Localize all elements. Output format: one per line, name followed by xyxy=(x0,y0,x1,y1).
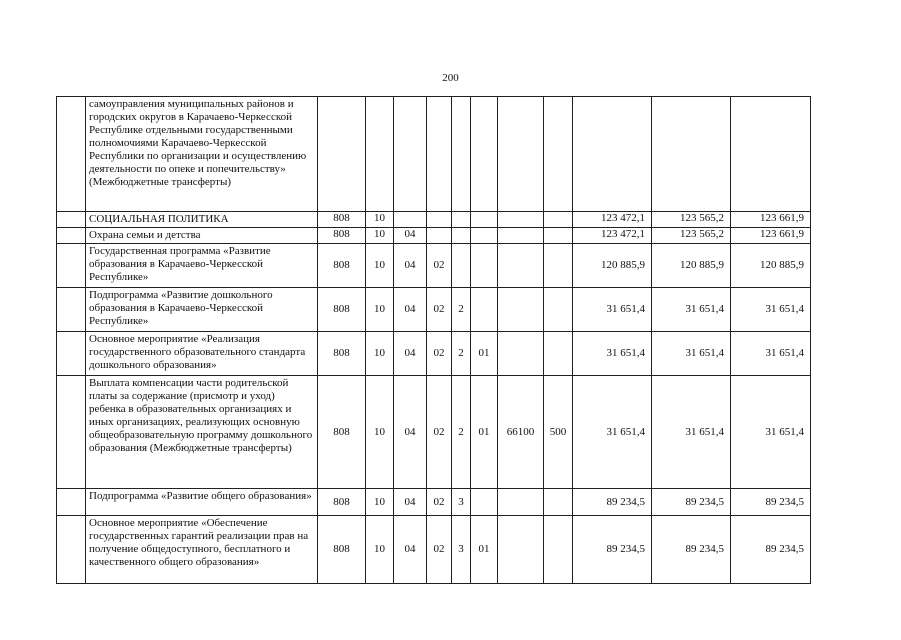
subprogram-code-cell: 2 xyxy=(452,376,471,489)
subprogram-code-cell xyxy=(452,212,471,228)
row-number-cell xyxy=(57,376,86,489)
expense-type-cell xyxy=(544,489,573,516)
row-number-cell xyxy=(57,212,86,228)
section-code-cell: 10 xyxy=(366,376,394,489)
name-cell: Основное мероприятие «Обеспечение государственных гарантий реализации прав на получение общедоступного, бесплатного и качественного общего образования» xyxy=(86,516,318,584)
subsection-code-cell xyxy=(394,97,427,212)
direction-code-cell xyxy=(498,244,544,288)
subsection-code-cell: 04 xyxy=(394,516,427,584)
section-code-cell: 10 xyxy=(366,212,394,228)
name-cell: Государственная программа «Развитие образования в Карачаево-Черкесской Республике» xyxy=(86,244,318,288)
main-event-code-cell: 01 xyxy=(471,516,498,584)
amount-year-1-cell xyxy=(573,97,652,212)
amount-year-2-cell: 123 565,2 xyxy=(652,212,731,228)
direction-code-cell xyxy=(498,212,544,228)
section-code-cell: 10 xyxy=(366,516,394,584)
expense-type-cell xyxy=(544,244,573,288)
row-number-cell xyxy=(57,97,86,212)
table-row xyxy=(57,489,811,516)
direction-code-cell xyxy=(498,228,544,244)
main-event-code-cell: 01 xyxy=(471,332,498,376)
amount-year-1-cell: 31 651,4 xyxy=(573,376,652,489)
program-code-cell xyxy=(427,97,452,212)
subsection-code-cell: 04 xyxy=(394,228,427,244)
name-cell: Подпрограмма «Развитие дошкольного образования в Карачаево-Черкесской Республике» xyxy=(86,288,318,332)
amount-year-1-cell: 123 472,1 xyxy=(573,228,652,244)
budget-table xyxy=(56,96,811,584)
name-cell: Выплата компенсации части родительской платы за содержание (присмотр и уход) ребенка в образовательных организациях и иных организациях, реализующих основную общеобразовательную программу дошкольного образования (Межбюджетные трансферты) xyxy=(86,376,318,489)
expense-type-cell: 500 xyxy=(544,376,573,489)
subprogram-code-cell: 3 xyxy=(452,489,471,516)
expense-type-cell xyxy=(544,97,573,212)
program-code-cell: 02 xyxy=(427,376,452,489)
table-row xyxy=(57,516,811,584)
row-number-cell xyxy=(57,228,86,244)
ministry-code-cell: 808 xyxy=(318,288,366,332)
expense-type-cell xyxy=(544,516,573,584)
direction-code-cell xyxy=(498,489,544,516)
amount-year-1-cell: 123 472,1 xyxy=(573,212,652,228)
ministry-code-cell: 808 xyxy=(318,489,366,516)
section-code-cell: 10 xyxy=(366,288,394,332)
name-cell: Подпрограмма «Развитие общего образования» xyxy=(86,489,318,516)
direction-code-cell: 66100 xyxy=(498,376,544,489)
subsection-code-cell xyxy=(394,212,427,228)
subsection-code-cell: 04 xyxy=(394,376,427,489)
amount-year-3-cell: 31 651,4 xyxy=(731,332,811,376)
row-number-cell xyxy=(57,516,86,584)
table-row xyxy=(57,288,811,332)
amount-year-1-cell: 31 651,4 xyxy=(573,288,652,332)
expense-type-cell xyxy=(544,332,573,376)
subprogram-code-cell xyxy=(452,97,471,212)
direction-code-cell xyxy=(498,516,544,584)
amount-year-1-cell: 120 885,9 xyxy=(573,244,652,288)
program-code-cell: 02 xyxy=(427,516,452,584)
subsection-code-cell: 04 xyxy=(394,489,427,516)
ministry-code-cell: 808 xyxy=(318,212,366,228)
table-row xyxy=(57,244,811,288)
table-row xyxy=(57,376,811,489)
amount-year-2-cell: 89 234,5 xyxy=(652,489,731,516)
program-code-cell: 02 xyxy=(427,489,452,516)
amount-year-3-cell: 123 661,9 xyxy=(731,228,811,244)
amount-year-2-cell: 89 234,5 xyxy=(652,516,731,584)
main-event-code-cell xyxy=(471,97,498,212)
ministry-code-cell: 808 xyxy=(318,516,366,584)
subprogram-code-cell xyxy=(452,228,471,244)
name-cell: Охрана семьи и детства xyxy=(86,228,318,244)
name-cell: самоуправления муниципальных районов и городских округов в Карачаево-Черкесской Республике отдельными государственными полномочиями Карачаево-Черкесской Республики по организации и осуществлению деятельности по опеке и попечительству» (Межбюджетные трансферты) xyxy=(86,97,318,212)
amount-year-3-cell: 31 651,4 xyxy=(731,376,811,489)
amount-year-3-cell: 120 885,9 xyxy=(731,244,811,288)
amount-year-3-cell xyxy=(731,97,811,212)
expense-type-cell xyxy=(544,212,573,228)
table-row xyxy=(57,97,811,212)
amount-year-1-cell: 89 234,5 xyxy=(573,489,652,516)
row-number-cell xyxy=(57,332,86,376)
row-number-cell xyxy=(57,288,86,332)
direction-code-cell xyxy=(498,288,544,332)
amount-year-2-cell: 31 651,4 xyxy=(652,376,731,489)
row-number-cell xyxy=(57,244,86,288)
amount-year-1-cell: 31 651,4 xyxy=(573,332,652,376)
program-code-cell: 02 xyxy=(427,244,452,288)
subsection-code-cell: 04 xyxy=(394,288,427,332)
main-event-code-cell xyxy=(471,244,498,288)
ministry-code-cell: 808 xyxy=(318,332,366,376)
main-event-code-cell xyxy=(471,228,498,244)
table-row xyxy=(57,332,811,376)
amount-year-2-cell xyxy=(652,97,731,212)
subprogram-code-cell: 3 xyxy=(452,516,471,584)
section-code-cell xyxy=(366,97,394,212)
page-number: 200 xyxy=(442,72,459,84)
subsection-code-cell: 04 xyxy=(394,244,427,288)
table-row xyxy=(57,228,811,244)
amount-year-2-cell: 31 651,4 xyxy=(652,332,731,376)
subprogram-code-cell xyxy=(452,244,471,288)
name-cell: СОЦИАЛЬНАЯ ПОЛИТИКА xyxy=(86,212,318,228)
amount-year-3-cell: 89 234,5 xyxy=(731,489,811,516)
amount-year-3-cell: 89 234,5 xyxy=(731,516,811,584)
main-event-code-cell xyxy=(471,212,498,228)
program-code-cell xyxy=(427,212,452,228)
amount-year-2-cell: 31 651,4 xyxy=(652,288,731,332)
amount-year-2-cell: 120 885,9 xyxy=(652,244,731,288)
amount-year-3-cell: 31 651,4 xyxy=(731,288,811,332)
direction-code-cell xyxy=(498,97,544,212)
main-event-code-cell xyxy=(471,489,498,516)
expense-type-cell xyxy=(544,228,573,244)
subprogram-code-cell: 2 xyxy=(452,332,471,376)
expense-type-cell xyxy=(544,288,573,332)
main-event-code-cell: 01 xyxy=(471,376,498,489)
ministry-code-cell xyxy=(318,97,366,212)
section-code-cell: 10 xyxy=(366,489,394,516)
direction-code-cell xyxy=(498,332,544,376)
section-code-cell: 10 xyxy=(366,244,394,288)
amount-year-1-cell: 89 234,5 xyxy=(573,516,652,584)
name-cell: Основное мероприятие «Реализация государственного образовательного стандарта дошкольного образования» xyxy=(86,332,318,376)
subsection-code-cell: 04 xyxy=(394,332,427,376)
amount-year-3-cell: 123 661,9 xyxy=(731,212,811,228)
row-number-cell xyxy=(57,489,86,516)
program-code-cell: 02 xyxy=(427,288,452,332)
subprogram-code-cell: 2 xyxy=(452,288,471,332)
program-code-cell: 02 xyxy=(427,332,452,376)
table-row xyxy=(57,212,811,228)
program-code-cell xyxy=(427,228,452,244)
amount-year-2-cell: 123 565,2 xyxy=(652,228,731,244)
ministry-code-cell: 808 xyxy=(318,228,366,244)
section-code-cell: 10 xyxy=(366,332,394,376)
ministry-code-cell: 808 xyxy=(318,244,366,288)
section-code-cell: 10 xyxy=(366,228,394,244)
ministry-code-cell: 808 xyxy=(318,376,366,489)
main-event-code-cell xyxy=(471,288,498,332)
